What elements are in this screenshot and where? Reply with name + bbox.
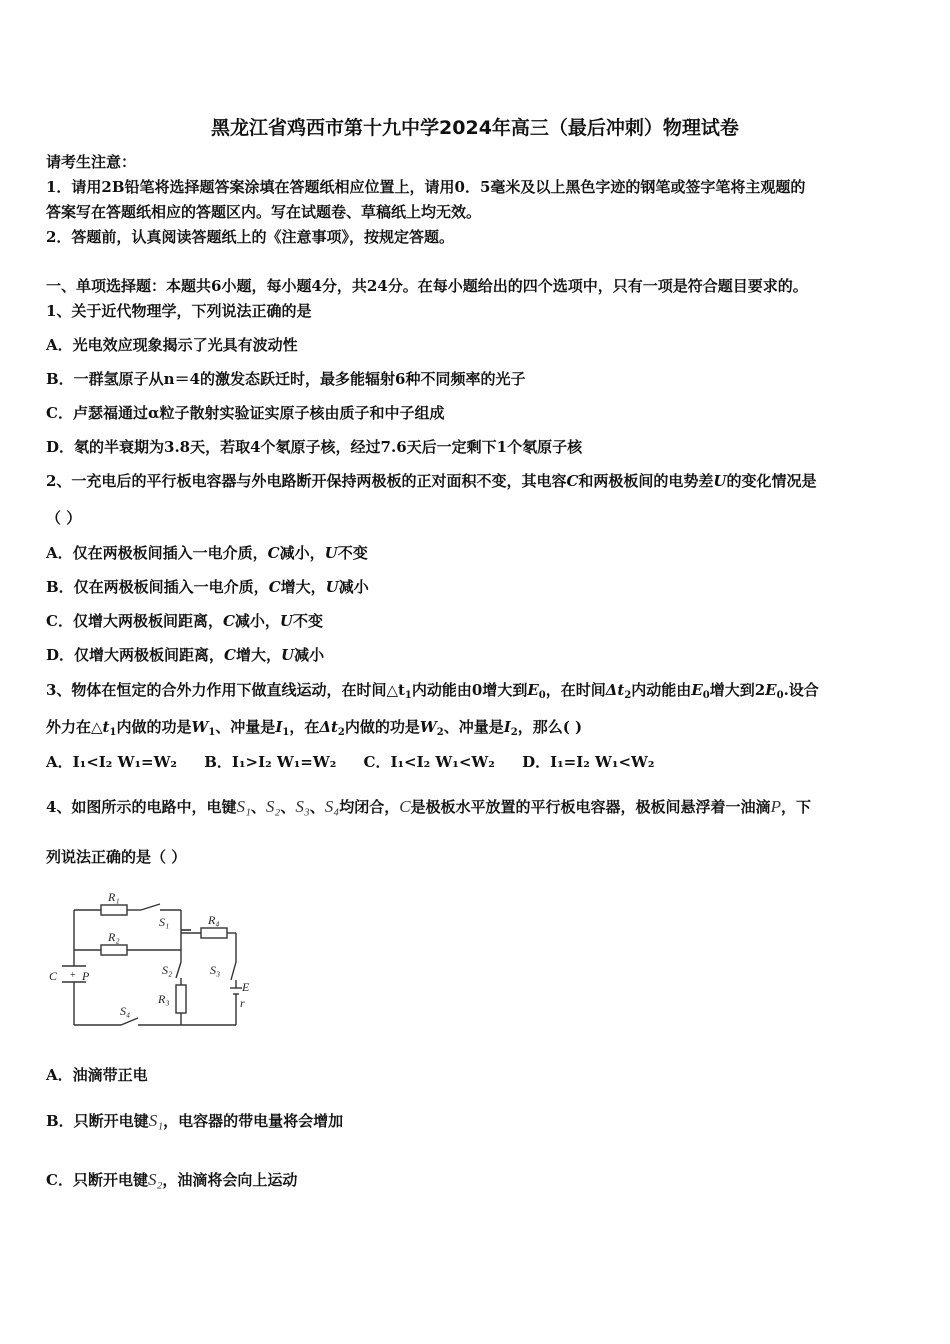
q3-stem-line1 bbox=[46, 680, 819, 700]
q3-option-b: B．I₁>I₂ W₁=W₂ bbox=[204, 753, 337, 771]
var-C: C bbox=[268, 578, 281, 596]
var-dt: Δt bbox=[319, 718, 338, 736]
q2-stem-a: 2、一充电后的平行板电容器与外电路断开保持两极板的正对面积不变，其电容 bbox=[46, 472, 567, 490]
var-C: C bbox=[224, 646, 236, 664]
q4-option-c bbox=[46, 1170, 297, 1190]
q2-option-c bbox=[46, 611, 323, 631]
label-p: P bbox=[82, 969, 90, 983]
var-U: U bbox=[325, 578, 339, 596]
switch-s4 bbox=[121, 1018, 138, 1025]
label-s2: S₂ bbox=[162, 963, 173, 977]
var-E: E bbox=[765, 681, 777, 699]
sub: 1 bbox=[404, 690, 412, 701]
label-e: E bbox=[242, 980, 250, 994]
resistor-r3 bbox=[176, 985, 186, 1013]
var-I: I bbox=[275, 718, 283, 736]
label-r: r bbox=[240, 996, 245, 1010]
resistor-r2 bbox=[101, 945, 127, 955]
q3-p6: .设合 bbox=[783, 681, 819, 699]
label-r2: R₂ bbox=[108, 930, 120, 944]
q4-option-b bbox=[46, 1111, 343, 1131]
var-C: C bbox=[267, 544, 280, 562]
q3-option-a: A．I₁<I₂ W₁=W₂ bbox=[46, 753, 178, 771]
q4-stem-d: ，下 bbox=[780, 798, 811, 816]
q3-l2b: 内做的功是 bbox=[116, 718, 192, 736]
q3-l2e: 内做的功是 bbox=[344, 718, 420, 736]
sub: 2 bbox=[510, 727, 518, 738]
q2-a-end: 不变 bbox=[337, 544, 368, 562]
q2-stem bbox=[46, 471, 817, 491]
var-S1: S₁ bbox=[236, 797, 251, 816]
q2-d-mid: 增大， bbox=[235, 646, 281, 664]
resistor-r1 bbox=[101, 905, 127, 915]
q4-c-end: ，油滴将会向上运动 bbox=[162, 1171, 298, 1189]
q3-p1: 3、物体在恒定的合外力作用下做直线运动，在时间△t bbox=[46, 681, 405, 699]
sep: 、 bbox=[250, 798, 266, 816]
q3-option-d: D．I₁=I₂ W₁<W₂ bbox=[522, 753, 655, 771]
q3-options bbox=[46, 752, 676, 772]
q4-b-text: B．只断开电键 bbox=[46, 1112, 149, 1130]
q3-l2c: 、冲量是 bbox=[215, 718, 276, 736]
notice-item-1: 1．请用2B铅笔将选择题答案涂填在答题纸相应位置上，请用0．5毫米及以上黑色字迹的钢笔或签字笔将主观题的 bbox=[46, 178, 806, 196]
var-E: E bbox=[527, 681, 539, 699]
q4-stem-c: 是极板水平放置的平行板电容器，极板间悬浮着一油滴 bbox=[410, 798, 771, 816]
q3-l2f: 、冲量是 bbox=[443, 718, 504, 736]
switch-s3 bbox=[231, 962, 236, 980]
var-C: C bbox=[222, 612, 235, 630]
sub: 1 bbox=[282, 727, 290, 738]
sub: 2 bbox=[337, 727, 345, 738]
circuit-labels bbox=[49, 890, 250, 1018]
sub: 1 bbox=[208, 727, 216, 738]
section-heading: 一、单项选择题：本题共6小题，每小题4分，共24分。在每小题给出的四个选项中，只有一项是符合题目要求的。 bbox=[46, 277, 808, 295]
q2-b-text: B．仅在两极板间插入一电介质， bbox=[46, 578, 269, 596]
var-U: U bbox=[713, 472, 727, 490]
q2-option-a bbox=[46, 543, 368, 563]
q1-option-a: A．光电效应现象揭示了光具有波动性 bbox=[46, 336, 298, 354]
q3-p4: 内动能由 bbox=[631, 681, 692, 699]
sub: 1 bbox=[109, 727, 117, 738]
q2-b-mid: 增大， bbox=[280, 578, 326, 596]
q2-a-text: A．仅在两极板间插入一电介质， bbox=[46, 544, 268, 562]
var-t: t bbox=[102, 718, 110, 736]
q2-c-end: 不变 bbox=[293, 612, 324, 630]
q4-stem-b: 均闭合， bbox=[339, 798, 400, 816]
q3-p2: 内动能由0增大到 bbox=[411, 681, 528, 699]
var-C: C bbox=[399, 797, 411, 816]
resistor-r4 bbox=[201, 928, 227, 938]
var-dt: Δt bbox=[605, 681, 625, 699]
var-C: C bbox=[566, 472, 579, 490]
q2-d-text: D．仅增大两极板间距离， bbox=[46, 646, 225, 664]
var-U: U bbox=[279, 612, 294, 630]
label-s3: S₃ bbox=[210, 963, 221, 977]
q2-c-mid: 减小， bbox=[234, 612, 280, 630]
var-I: I bbox=[503, 718, 511, 736]
q2-c-text: C．仅增大两极板间距离， bbox=[46, 612, 223, 630]
q2-stem-c: 的变化情况是 bbox=[726, 472, 817, 490]
page-title: 黑龙江省鸡西市第十九中学2024年高三（最后冲刺）物理试卷 bbox=[211, 117, 739, 139]
label-c: C bbox=[49, 969, 58, 983]
var-U: U bbox=[324, 544, 338, 562]
q1-option-c: C．卢瑟福通过α粒子散射实验证实原子核由质子和中子组成 bbox=[46, 404, 445, 422]
label-r3: R₃ bbox=[158, 992, 170, 1006]
q1-option-d: D．氡的半衰期为3.8天，若取4个氡原子核，经过7.6天后一定剩下1个氡原子核 bbox=[46, 438, 583, 456]
q3-l2g: ，那么( ) bbox=[517, 718, 583, 736]
q2-option-b bbox=[46, 577, 369, 597]
sub: 2 bbox=[624, 690, 632, 701]
var-P: P bbox=[770, 797, 781, 816]
q2-stem-b: 和两极板间的电势差 bbox=[578, 472, 714, 490]
var-S3: S₃ bbox=[295, 797, 310, 816]
q4-stem-a: 4、如图所示的电路中，电键 bbox=[46, 798, 237, 816]
notice-item-2: 2．答题前，认真阅读答题纸上的《注意事项》，按规定答题。 bbox=[46, 228, 454, 246]
q4-stem-line1 bbox=[46, 797, 811, 817]
q1-stem: 1、关于近代物理学，下列说法正确的是 bbox=[46, 302, 312, 320]
var-W: W bbox=[419, 718, 437, 736]
q3-p5: 增大到2 bbox=[709, 681, 766, 699]
q4-option-a: A．油滴带正电 bbox=[46, 1066, 148, 1084]
var-W: W bbox=[191, 718, 209, 736]
sub: 0 bbox=[702, 690, 710, 701]
q2-option-d bbox=[46, 645, 324, 665]
switch-s2 bbox=[176, 962, 181, 978]
q3-p3: ，在时间 bbox=[545, 681, 606, 699]
q2-a-mid: 减小， bbox=[279, 544, 325, 562]
notice-heading: 请考生注意： bbox=[46, 153, 137, 171]
q4-stem-line2: 列说法正确的是（ ） bbox=[46, 848, 187, 866]
q3-option-c: C．I₁<I₂ W₁<W₂ bbox=[363, 753, 495, 771]
var-E: E bbox=[691, 681, 703, 699]
var-U: U bbox=[280, 646, 295, 664]
label-r1: R₁ bbox=[108, 890, 120, 904]
switch-s1 bbox=[141, 904, 160, 910]
sub: 2 bbox=[436, 727, 444, 738]
q2-paren: （ ） bbox=[46, 509, 82, 527]
q1-option-b: B．一群氢原子从n＝4的激发态跃迁时，最多能辐射6种不同频率的光子 bbox=[46, 370, 526, 388]
q2-d-end: 减小 bbox=[294, 646, 325, 664]
sep: 、 bbox=[309, 798, 325, 816]
q3-l2a: 外力在△ bbox=[46, 718, 103, 736]
q3-l2d: ，在 bbox=[289, 718, 320, 736]
var-S4: S₄ bbox=[324, 797, 340, 816]
circuit-diagram bbox=[46, 888, 250, 1030]
var-S1: S₁ bbox=[148, 1111, 164, 1130]
label-s4: S₄ bbox=[120, 1004, 131, 1018]
sep: 、 bbox=[280, 798, 296, 816]
label-r4: R₄ bbox=[208, 913, 220, 927]
q4-b-end: ，电容器的带电量将会增加 bbox=[163, 1112, 344, 1130]
var-S2: S₂ bbox=[265, 797, 281, 816]
q2-b-end: 减小 bbox=[338, 578, 369, 596]
sub: 0 bbox=[776, 690, 784, 701]
notice-item-1-cont: 答案写在答题纸相应的答题区内。写在试题卷、草稿纸上均无效。 bbox=[46, 203, 482, 221]
sub: 0 bbox=[538, 690, 546, 701]
oil-drop-plus: + bbox=[70, 970, 76, 981]
q3-stem-line2 bbox=[46, 717, 582, 737]
q4-c-text: C．只断开电键 bbox=[46, 1171, 148, 1189]
label-s1: S₁ bbox=[159, 915, 170, 929]
var-S2: S₂ bbox=[147, 1170, 163, 1189]
